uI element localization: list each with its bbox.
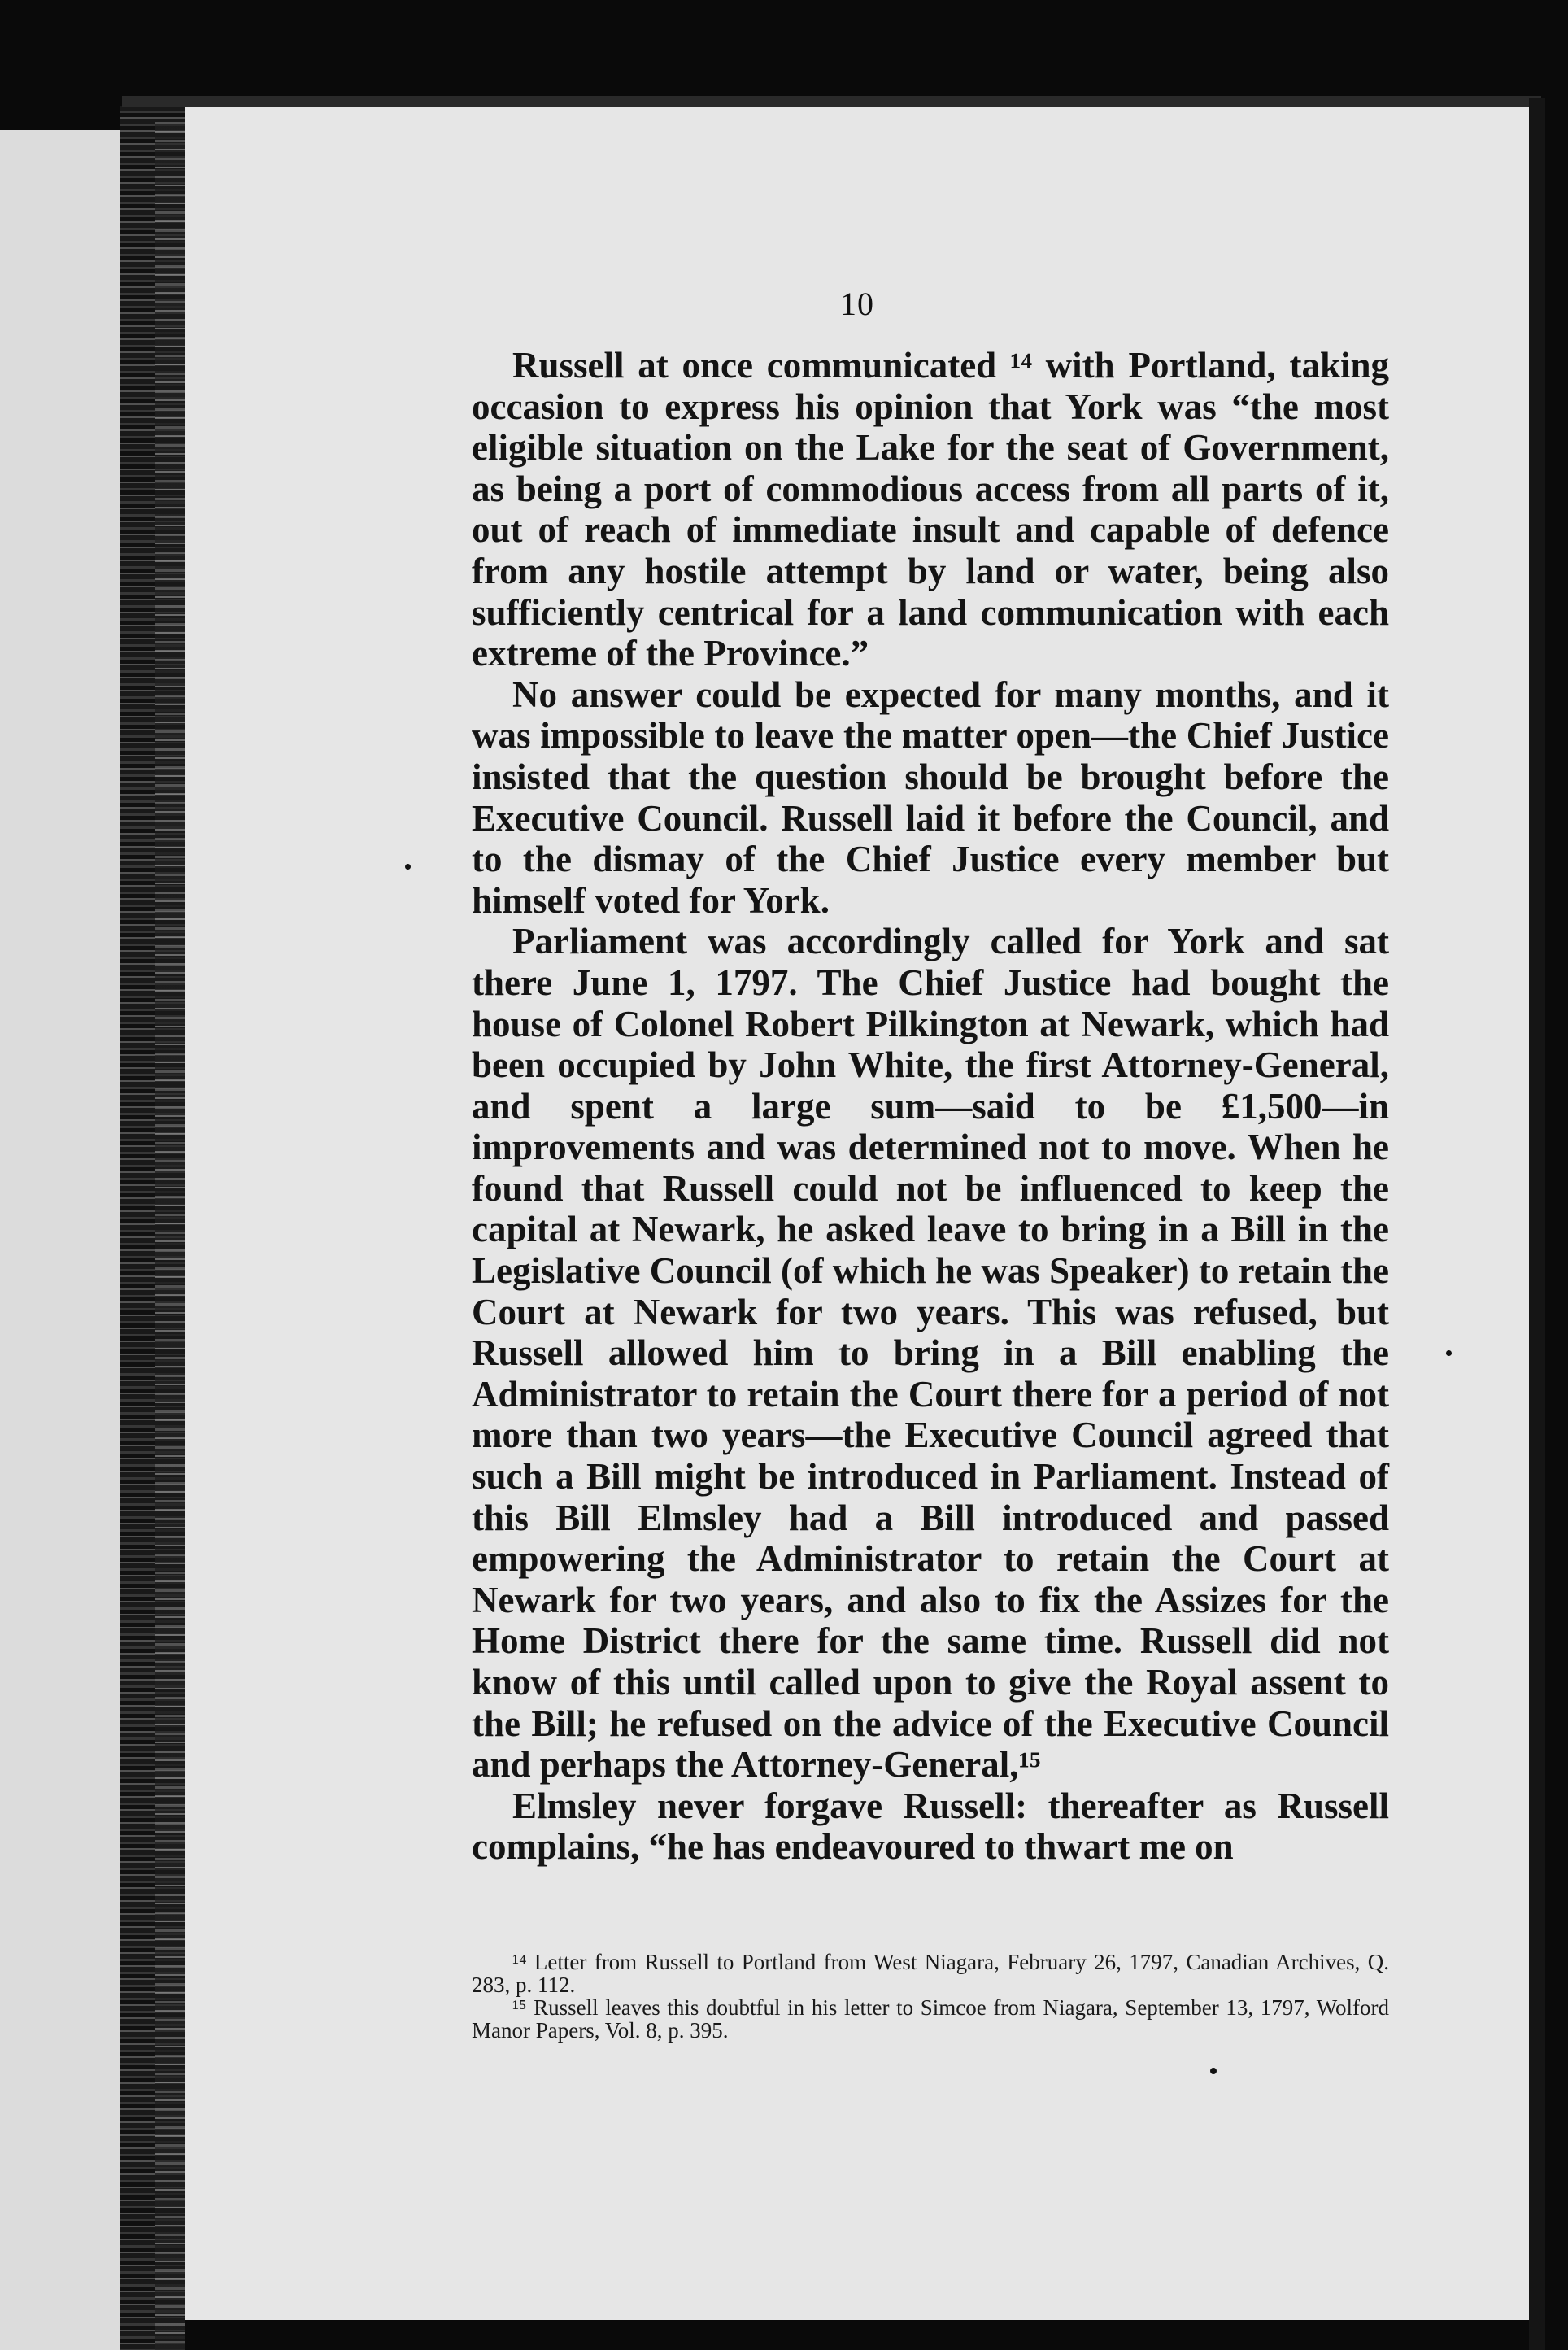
footnote-14: ¹⁴ Letter from Russell to Portland from West Niagara, February 26, 1797, Canadian Archives, Q. 283, p. 112. — [472, 1950, 1389, 1997]
paragraph-3: Parliament was accordingly called for York and sat there June 1, 1797. The Chief Justice had bought the house of Colonel Robert Pilkington at Newark, which had been occupied by John White, the first Attorney-General, and spent a large sum—said to be £1,500—in improvements and was determined not to move. When he found that Russell could not be influenced to keep the capital at Newark, he asked leave to bring in a Bill in the Legislative Council (of which he was Speaker) to retain the Court at Newark for two years. This was refused, but Russell allowed him to bring in a Bill enabling the Administrator to retain the Court there for a period of not more than two years—the Executive Council agreed that such a Bill might be introduced in Parliament. Instead of this Bill Elmsley had a Bill introduced and passed empowering the Administrator to retain the Court at Newark for two years, and also to fix the Assizes for the Home District there for the same time. Russell did not know of this until called upon to give the Royal assent to the Bill; he refused on the advice of the Executive Council and perhaps the Attorney-General,¹⁵ — [472, 921, 1389, 1785]
footnote-15: ¹⁵ Russell leaves this doubtful in his letter to Simcoe from Niagara, September 13, 1797, Wolford Manor Papers, Vol. 8, p. 395. — [472, 1995, 1389, 2043]
paragraph-1: Russell at once communicated ¹⁴ with Portland, taking occasion to express his opinion that York was “the most eligible situation on the Lake for the seat of Government, as being a port of commodious access from all parts of it, out of reach of immediate insult and capable of defence from any hostile attempt by land or water, being also sufficiently centrical for a land communication with each extreme of the Province.” — [472, 345, 1389, 674]
scan-speck — [1446, 1350, 1452, 1356]
scan-speck — [405, 864, 411, 870]
scan-speck — [1210, 2068, 1217, 2074]
footnotes — [472, 1951, 1389, 2042]
document-page — [185, 107, 1529, 2320]
page-top-edge — [122, 96, 1541, 107]
paragraph-4: Elmsley never forgave Russell: thereafter as Russell complains, “he has endeavoured to thwart me on — [472, 1785, 1389, 1868]
page-right-edge — [1529, 98, 1545, 2350]
paragraph-2: No answer could be expected for many months, and it was impossible to leave the matter open—the Chief Justice insisted that the question should be brought before the Executive Council. Russell laid it before the Council, and to the dismay of the Chief Justice every member but himself voted for York. — [472, 674, 1389, 921]
body-text — [472, 345, 1389, 1868]
page-binding-shadow — [155, 122, 185, 2350]
facing-page-edge — [0, 130, 120, 2350]
page-number: 10 — [840, 286, 874, 322]
